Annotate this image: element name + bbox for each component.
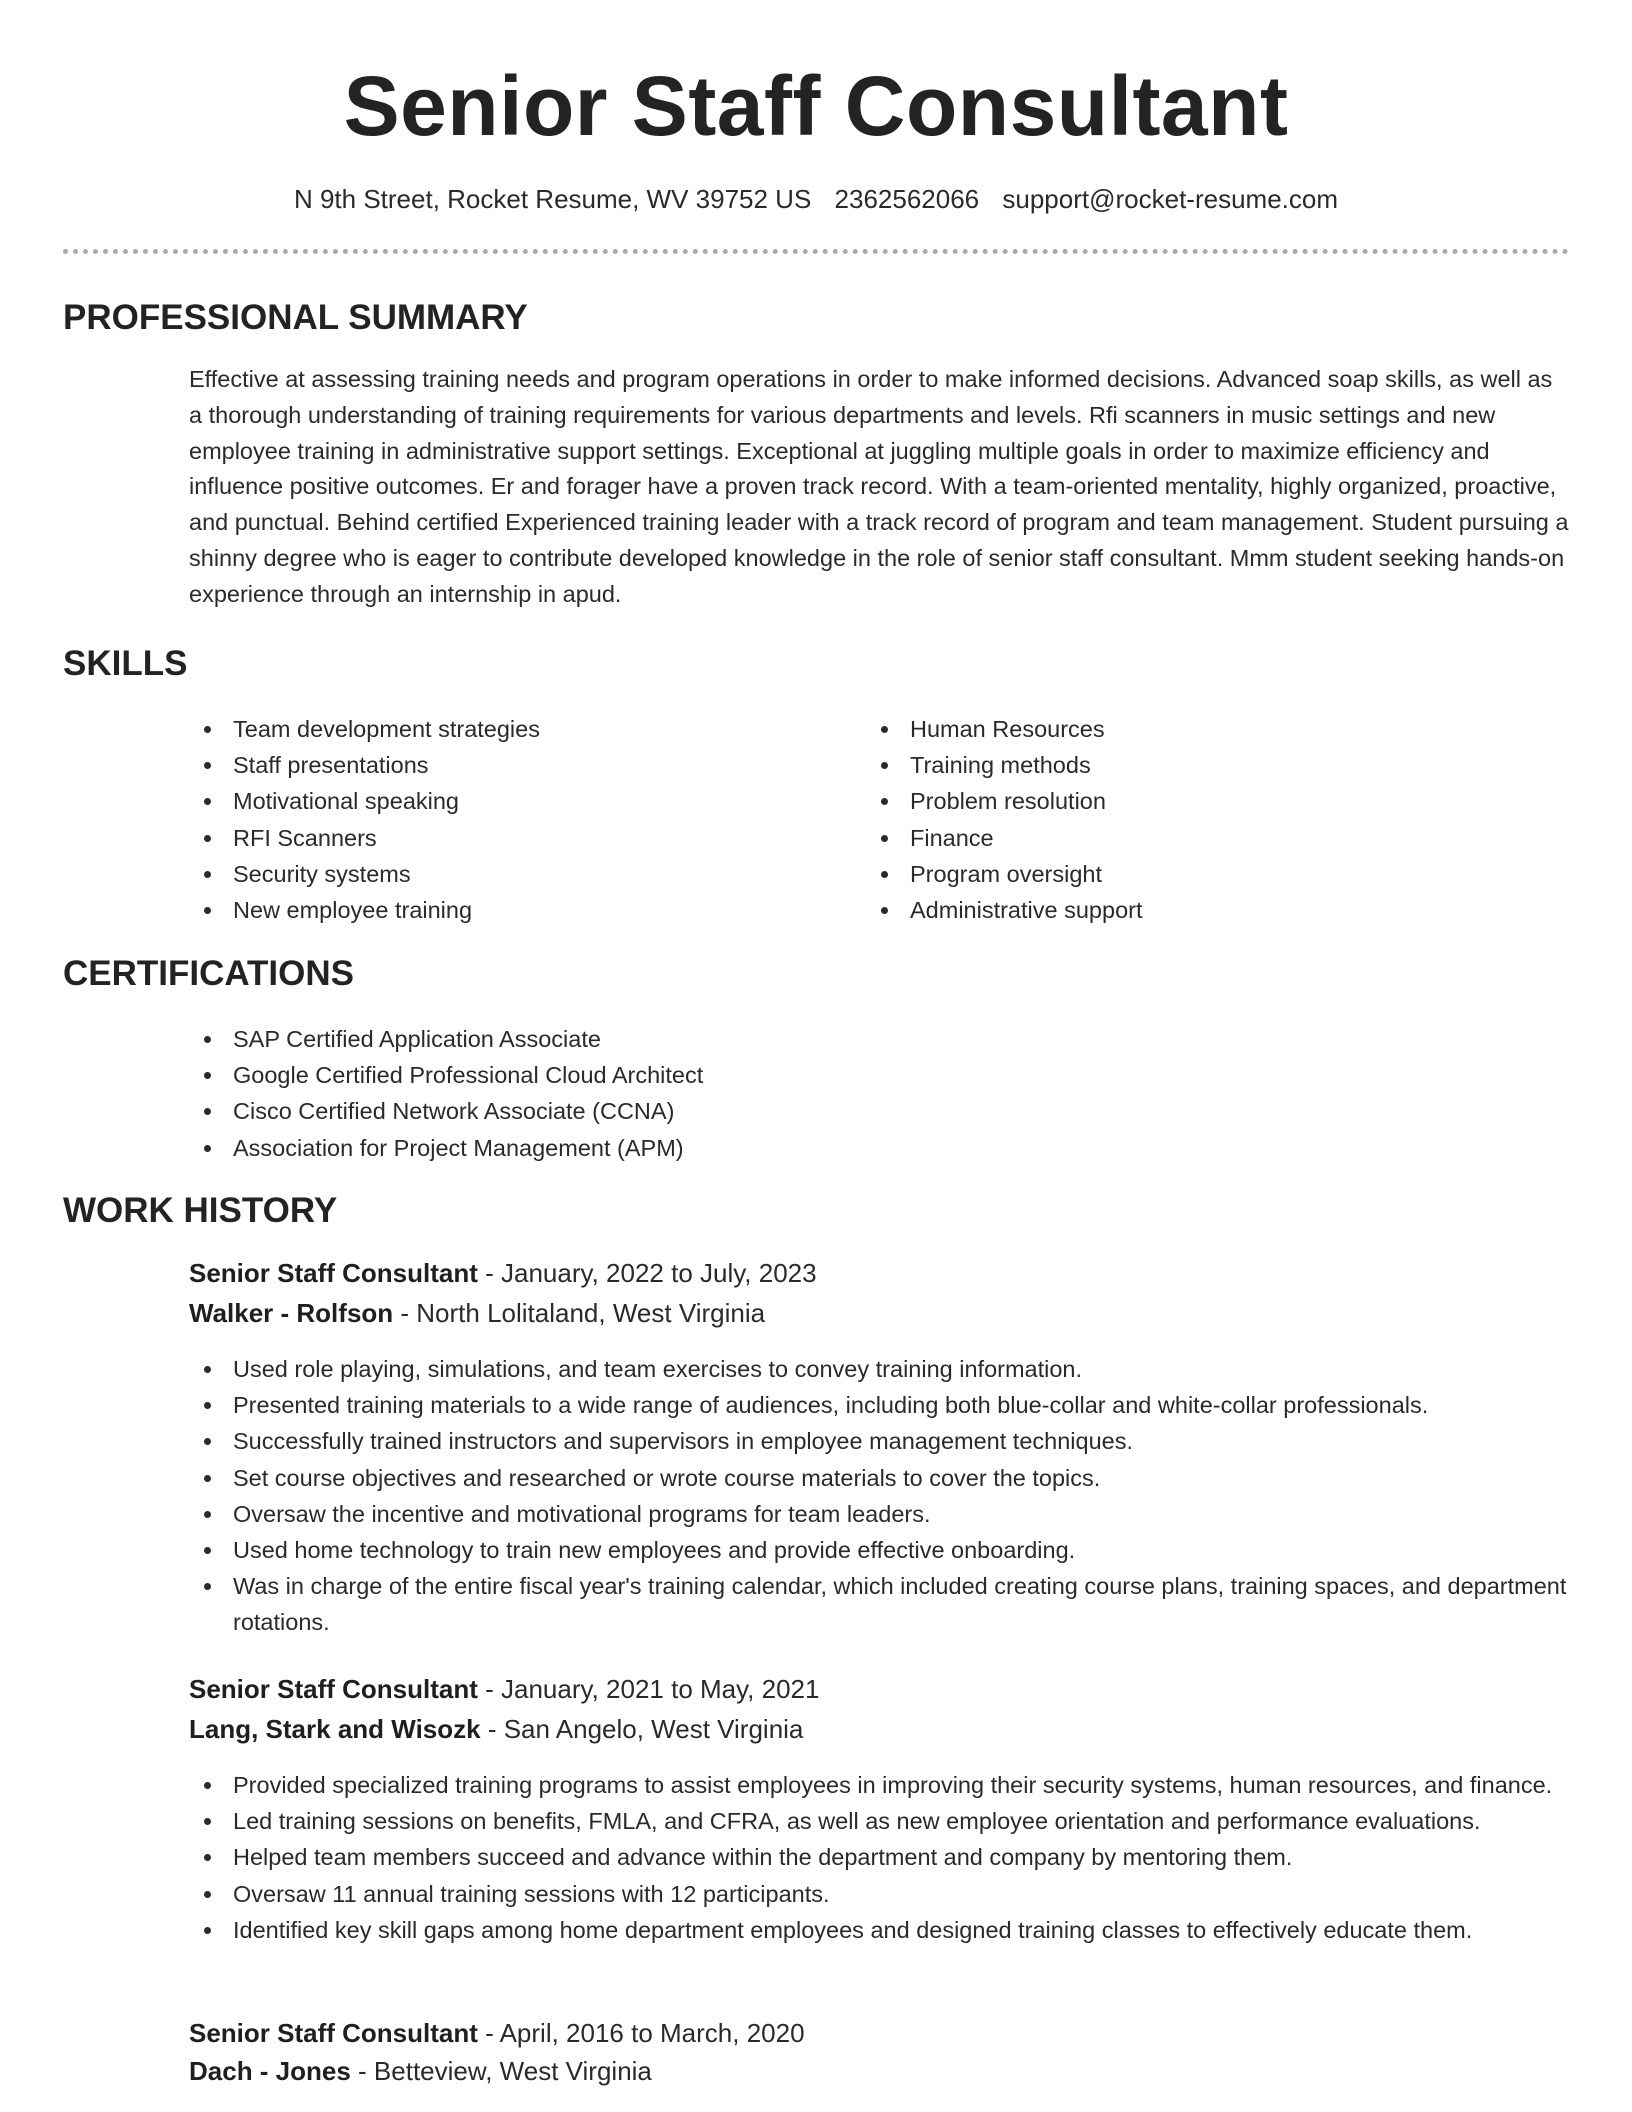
certifications-list xyxy=(189,1021,1569,1166)
job-title-line xyxy=(189,1256,817,1290)
job-role: Senior Staff Consultant xyxy=(189,1258,478,1288)
job-bullets xyxy=(189,1351,1569,1641)
job-dates: - January, 2021 to May, 2021 xyxy=(477,1674,820,1704)
list-item: Was in charge of the entire fiscal year's training calendar, which included creating course plans, training spaces, and department rotations. xyxy=(189,1568,1569,1640)
list-item: Helped team members succeed and advance within the department and company by mentoring them. xyxy=(189,1839,1569,1875)
job-company: Dach - Jones xyxy=(189,2056,351,2086)
list-item: Set course objectives and researched or wrote course materials to cover the topics. xyxy=(189,1460,1569,1496)
list-item: SAP Certified Application Associate xyxy=(189,1021,1569,1057)
job-company-line xyxy=(189,2054,652,2088)
job-location: - San Angelo, West Virginia xyxy=(480,1714,804,1744)
job-company-line xyxy=(189,1712,803,1746)
list-item: Cisco Certified Network Associate (CCNA) xyxy=(189,1093,1569,1129)
header-divider xyxy=(63,249,1569,254)
list-item: Used home technology to train new employees and provide effective onboarding. xyxy=(189,1532,1569,1568)
list-item: Security systems xyxy=(189,856,849,892)
list-item: Finance xyxy=(866,820,1526,856)
contact-phone: 2362562066 xyxy=(834,184,980,214)
skills-list-right xyxy=(866,711,1526,928)
list-item: Training methods xyxy=(866,747,1526,783)
list-item: Staff presentations xyxy=(189,747,849,783)
list-item: New employee training xyxy=(189,892,849,928)
candidate-name: Senior Staff Consultant xyxy=(343,59,1289,153)
job-company: Lang, Stark and Wisozk xyxy=(189,1714,481,1744)
list-item: Human Resources xyxy=(866,711,1526,747)
list-item: Motivational speaking xyxy=(189,783,849,819)
job-location: - North Lolitaland, West Virginia xyxy=(393,1298,766,1328)
list-item: Presented training materials to a wide range of audiences, including both blue-collar and white-collar professionals. xyxy=(189,1387,1569,1423)
list-item: Problem resolution xyxy=(866,783,1526,819)
list-item: Program oversight xyxy=(866,856,1526,892)
section-title-skills: SKILLS xyxy=(63,644,188,683)
list-item: Google Certified Professional Cloud Architect xyxy=(189,1057,1569,1093)
section-title-certifications: CERTIFICATIONS xyxy=(63,954,355,993)
job-dates: - April, 2016 to March, 2020 xyxy=(477,2018,805,2048)
section-title-summary: PROFESSIONAL SUMMARY xyxy=(63,298,528,337)
summary-text: Effective at assessing training needs and program operations in order to make informed decisions. Advanced soap skills, as well as a thorough understanding of training requirements for various departments and levels. Rfi scanners in music settings and new employee training in administrative support settings. Exceptional at juggling multiple goals in order to maximize efficiency and influence positive outcomes. Er and forager have a proven track record. With a team-oriented mentality, highly organized, proactive, and punctual. Behind certified Experienced training leader with a track record of program and team management. Student pursuing a shinny degree who is eager to contribute developed knowledge in the role of senior staff consultant. Mmm student seeking hands-on experience through an internship in apud. xyxy=(189,366,1569,607)
list-item: Administrative support xyxy=(866,892,1526,928)
list-item: Team development strategies xyxy=(189,711,849,747)
list-item: Identified key skill gaps among home department employees and designed training classes to effectively educate them. xyxy=(189,1912,1569,1948)
list-item: Oversaw the incentive and motivational programs for team leaders. xyxy=(189,1496,1569,1532)
list-item: Association for Project Management (APM) xyxy=(189,1130,1569,1166)
list-item: Used role playing, simulations, and team exercises to convey training information. xyxy=(189,1351,1569,1387)
list-item: Oversaw 11 annual training sessions with 12 participants. xyxy=(189,1876,1569,1912)
list-item: Successfully trained instructors and supervisors in employee management techniques. xyxy=(189,1423,1569,1459)
list-item: Provided specialized training programs to assist employees in improving their security systems, human resources, and finance. xyxy=(189,1767,1569,1803)
job-location: - Betteview, West Virginia xyxy=(350,2056,652,2086)
job-role: Senior Staff Consultant xyxy=(189,1674,478,1704)
skills-list-left xyxy=(189,711,849,928)
job-company-line xyxy=(189,1296,765,1330)
contact-address: N 9th Street, Rocket Resume, WV 39752 US xyxy=(293,184,812,214)
list-item: RFI Scanners xyxy=(189,820,849,856)
list-item: Led training sessions on benefits, FMLA, and CFRA, as well as new employee orientation and performance evaluations. xyxy=(189,1803,1569,1839)
job-bullets xyxy=(189,1767,1569,1948)
contact-email: support@rocket-resume.com xyxy=(1002,184,1339,214)
job-role: Senior Staff Consultant xyxy=(189,2018,478,2048)
section-title-work-history: WORK HISTORY xyxy=(63,1191,338,1230)
job-title-line xyxy=(189,2016,805,2050)
job-title-line xyxy=(189,1672,819,1706)
job-company: Walker - Rolfson xyxy=(189,1298,394,1328)
job-dates: - January, 2022 to July, 2023 xyxy=(477,1258,817,1288)
contact-line xyxy=(0,182,1632,216)
